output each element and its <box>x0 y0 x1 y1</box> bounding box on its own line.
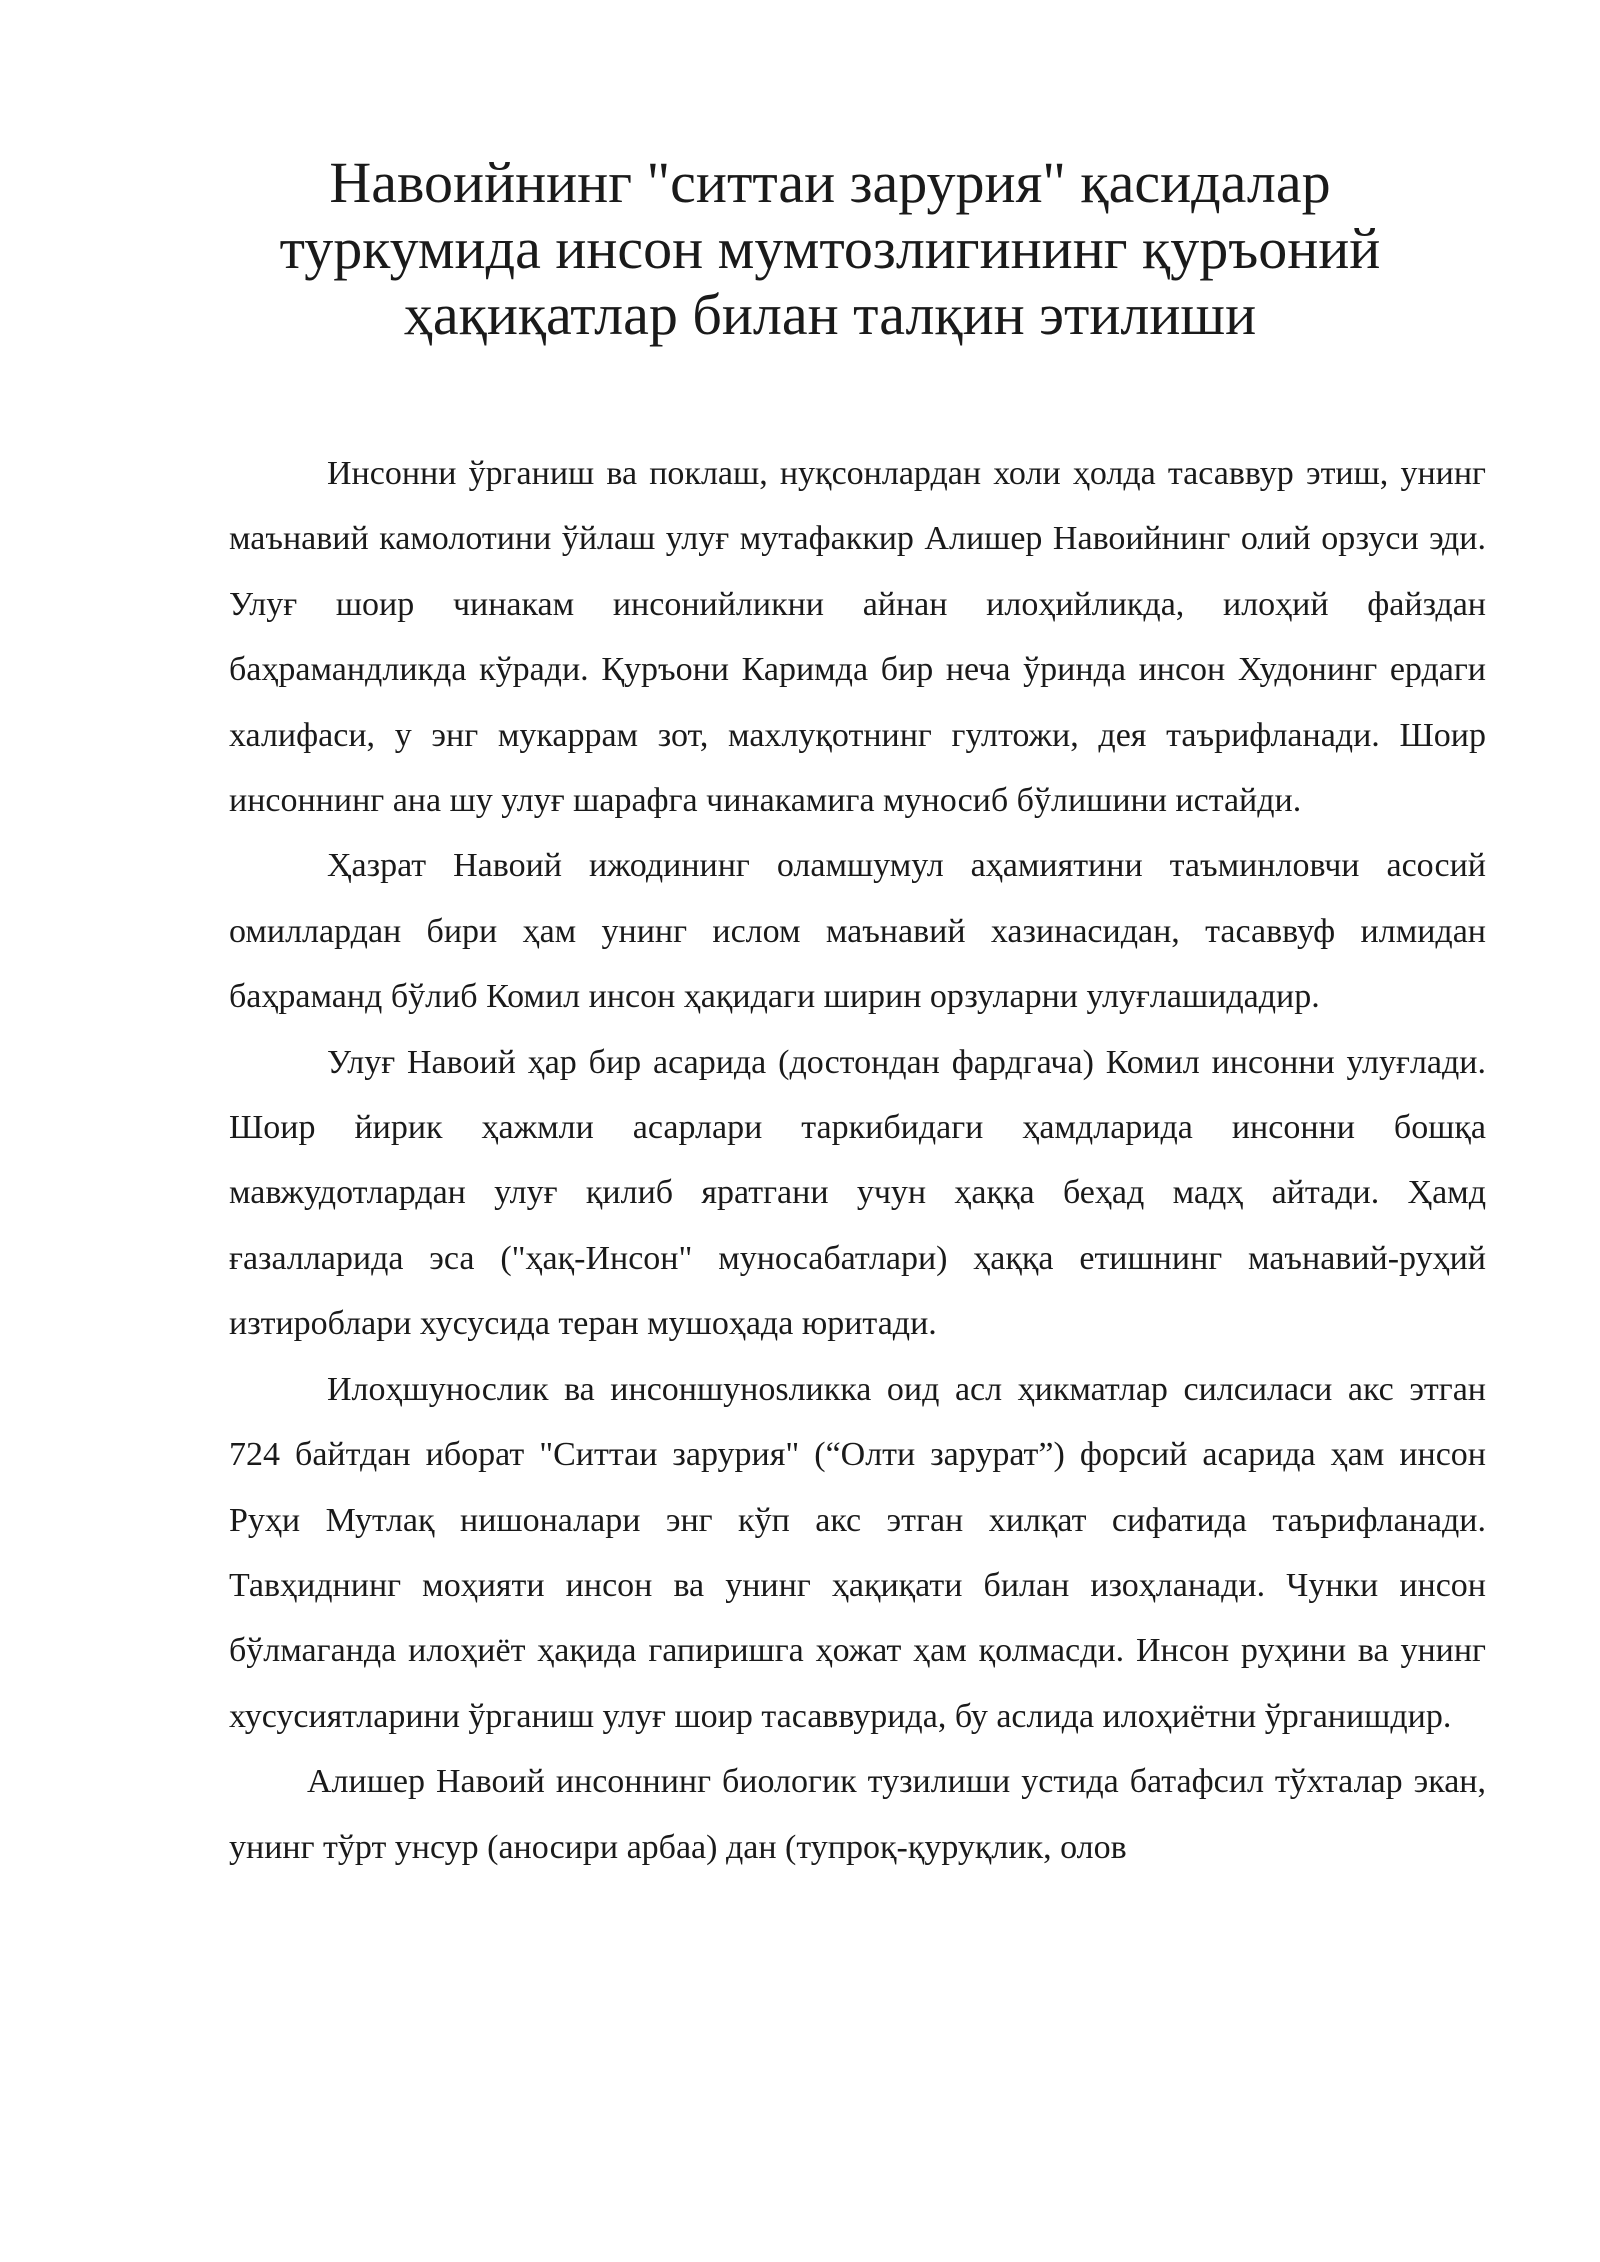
paragraph-4: Илоҳшунослик ва инсоншунosликка оид асл ҳикматлар силсиласи акс этган 724 байтдан иборат "Ситтаи зарурия" (“Олти зарурат”) форсий асарида ҳам инсон Руҳи Мутлақ нишоналари энг кўп акс этган хилқат сифатида таърифланади. Тавҳиднинг моҳияти инсон ва унинг ҳақиқати билан изоҳланади. Чунки инсон бўлмаганда илоҳиёт ҳақида гапиришга ҳожат ҳам қолмасди. Инсон руҳини ва унинг хусусиятларини ўрганиш улуғ шоир тасаввурида, бу аслида илоҳиётни ўрганишдир. <box>229 1370 1486 1735</box>
paragraph-3: Улуғ Навоий ҳар бир асарида (достондан фардгача) Комил инсонни улуғлади. Шоир йирик ҳажмли асарлари таркибидаги ҳамдларида инсонни бошқа мавжудотлардан улуғ қилиб яратгани учун ҳаққа беҳад мадҳ айтади. Ҳамд ғазалларида эса ("ҳақ-Инсон" муносабатлари) ҳаққа етишнинг маънавий-руҳий изтироблари хусусида теран мушоҳада юритади. <box>229 1043 1486 1343</box>
paragraph-2: Ҳазрат Навоий ижодининг оламшумул аҳамиятини таъминловчи асосий омиллардан бири ҳам унинг ислом маънавий хазинасидан, тасаввуф илмидан баҳраманд бўлиб Комил инсон ҳақидаги ширин орзуларни улуғлашидадир. <box>229 847 1486 1016</box>
paragraph-1: Инсонни ўрганиш ва поклаш, нуқсонлардан холи ҳолда тасаввур этиш, унинг маънавий камолотини ўйлаш улуғ мутафаккир Алишер Навоийнинг олий орзуси эди. Улуғ шоир чинакам инсонийликни айнан илоҳийликда, илоҳий файздан баҳрамандликда кўради. Қуръони Каримда бир неча ўринда инсон Худонинг ердаги халифаси, у энг мукаррам зот, махлуқотнинг гултожи, дея таърифланади. Шоир инсоннинг ана шу улуғ шарафга чинакамига муносиб бўлишини истайди. <box>229 455 1486 820</box>
title-line-2: туркумида инсон мумтозлигининг қуръоний <box>279 216 1381 281</box>
document-body <box>229 441 1486 1880</box>
title-line-1: Навоийнинг "ситтаи зарурия" қасидалар <box>329 150 1331 215</box>
document-title <box>230 150 1430 348</box>
title-line-3: ҳақиқатлар билан талқин этилиши <box>403 282 1257 347</box>
paragraph-5: Алишер Навоий инсоннинг биологик тузилиши устида батафсил тўхталар экан, унинг тўрт унсур (аносири арбаа) дан (тупроқ-қуруқлик, олов <box>229 1763 1486 1866</box>
